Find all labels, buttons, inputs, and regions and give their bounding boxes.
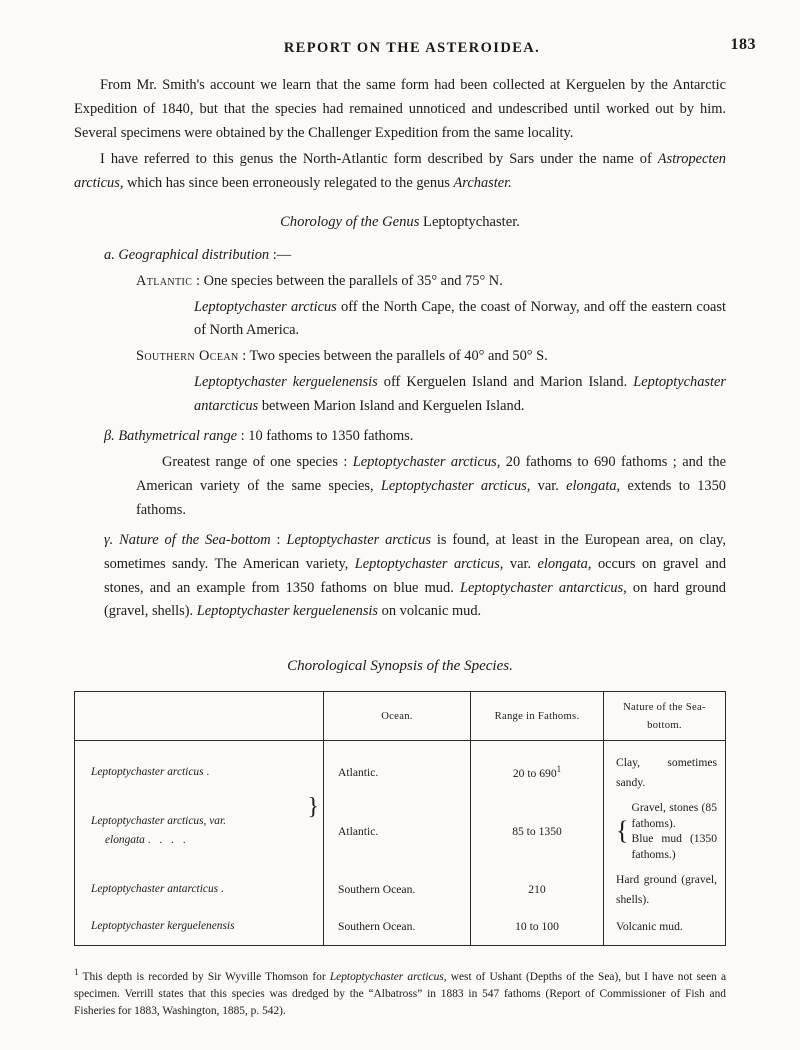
southern-ocean-label: Southern Ocean bbox=[136, 348, 239, 365]
row-species bbox=[75, 913, 324, 946]
row-ocean: Atlantic. bbox=[324, 796, 471, 867]
row-range: 210 bbox=[471, 866, 604, 912]
row-range bbox=[471, 741, 604, 796]
synopsis-table bbox=[74, 691, 726, 946]
species-name-leptoptychaster-arcticus-3: Leptoptychaster arcticus, bbox=[380, 477, 531, 494]
variety-name-elongata-2: elongata, bbox=[537, 555, 592, 572]
beta-text-2: 20 fathoms to 690 fathoms ; and the American variety of the same species, bbox=[136, 454, 726, 494]
species-name-leptoptychaster-arcticus-5: Leptoptychaster arcticus, bbox=[354, 555, 504, 572]
southern-ocean-entry bbox=[74, 345, 726, 369]
table-row bbox=[75, 796, 726, 867]
southern-detail-text-1: off Kerguelen Island and Marion Island. bbox=[377, 374, 634, 391]
running-head: REPORT ON THE ASTEROIDEA. bbox=[283, 40, 541, 56]
table-row bbox=[75, 913, 726, 946]
gamma-text-1: is found, at least in the European area, on clay, sometimes sandy. The American variety, bbox=[104, 531, 726, 572]
atlantic-text: : One species between the parallels of 35° and 75° N. bbox=[192, 272, 503, 289]
chorology-heading-genus: Leptoptychaster. bbox=[419, 213, 520, 230]
row-bottom: Hard ground (gravel, shells). bbox=[604, 866, 726, 912]
row-species-dots: . bbox=[220, 883, 227, 896]
row-bottom-lines bbox=[631, 800, 717, 863]
table-row bbox=[75, 866, 726, 912]
column-header-species bbox=[75, 692, 324, 741]
southern-detail-text-2: between Marion Island and Kerguelen Island. bbox=[258, 398, 525, 415]
species-name-leptoptychaster-arcticus-1: Leptoptychaster arcticus bbox=[194, 298, 337, 315]
paragraph-2-part-2: which has since been erroneously relegated to the genus bbox=[123, 174, 454, 191]
row-species bbox=[75, 793, 324, 867]
table-row bbox=[75, 741, 726, 796]
row-ocean: Atlantic. bbox=[324, 741, 471, 796]
southern-ocean-text: : Two species between the parallels of 40° and 50° S. bbox=[238, 348, 548, 365]
section-alpha-label: a. Geographical distribution bbox=[104, 246, 270, 263]
section-beta-label-tail: : 10 fathoms to 1350 fathoms. bbox=[237, 428, 414, 445]
page-body bbox=[72, 74, 728, 1020]
species-name-leptoptychaster-antarcticus-2: Leptoptychaster antarcticus, bbox=[459, 579, 627, 596]
species-name-leptoptychaster-arcticus-6: Leptoptychaster arcticus, bbox=[329, 970, 447, 983]
southern-ocean-detail bbox=[74, 371, 726, 419]
species-name-leptoptychaster-arcticus-2: Leptoptychaster arcticus, bbox=[352, 454, 501, 470]
row-range-value: 20 to 690 bbox=[512, 766, 557, 780]
section-gamma-label-tail: : bbox=[270, 531, 287, 548]
beta-text-3: var. bbox=[530, 477, 567, 494]
atlantic-label: Atlantic bbox=[136, 272, 193, 289]
row-bottom-line-1: Gravel, stones (85 fathoms). bbox=[631, 800, 717, 830]
brace-right-icon: } bbox=[307, 793, 319, 820]
genus-name-archaster: Archaster. bbox=[453, 174, 512, 191]
paragraph-2 bbox=[74, 148, 726, 196]
chorology-heading-italic: Chorology of the Genus bbox=[280, 213, 420, 230]
row-species-dots: . bbox=[206, 766, 213, 779]
gamma-text-4: on hard ground (gravel, shells). bbox=[104, 579, 726, 620]
column-header-ocean: Ocean. bbox=[324, 692, 471, 741]
synopsis-title: Chorological Synopsis of the Species. bbox=[287, 658, 513, 675]
row-range-value: 85 to 1350 bbox=[512, 824, 562, 838]
row-species-dots: . . . . bbox=[147, 834, 189, 847]
row-range bbox=[471, 796, 604, 867]
row-ocean: Southern Ocean. bbox=[324, 913, 471, 946]
section-beta-label: β. Bathymetrical range bbox=[104, 428, 238, 445]
footnote-text-1: This depth is recorded by Sir Wyville Thomson for bbox=[78, 970, 330, 983]
row-bottom bbox=[604, 796, 726, 867]
species-name-leptoptychaster-antarcticus-1: Leptoptychaster antarcticus bbox=[194, 374, 726, 415]
gamma-text-3: occurs on gravel and stones, and an example from 1350 fathoms on blue mud. bbox=[104, 555, 727, 596]
beta-text-4: extends to 1350 fathoms. bbox=[136, 477, 727, 518]
row-bottom: Clay, sometimes sandy. bbox=[604, 741, 726, 796]
variety-name-elongata-1: elongata, bbox=[566, 477, 621, 494]
species-name-leptoptychaster-kerguelenensis-2: Leptoptychaster kerguelenensis bbox=[196, 603, 379, 620]
column-header-range: Range in Fathoms. bbox=[471, 692, 604, 741]
row-species-name-line2 bbox=[91, 831, 315, 850]
gamma-text-5: on volcanic mud. bbox=[378, 603, 482, 620]
synopsis-header-row bbox=[75, 692, 726, 741]
row-species bbox=[75, 866, 324, 912]
row-species bbox=[75, 741, 324, 796]
section-alpha-heading bbox=[74, 244, 726, 268]
gamma-text-2: var. bbox=[503, 555, 538, 572]
beta-text-1: Greatest range of one species : bbox=[162, 454, 353, 470]
footnote-text-2: west of Ushant (Depths of the Sea), but I have not seen a specimen. Verrill states that this species was dredged by the “Albatross” in 1883 in 547 fathoms (Report of Commissioner of Fish and Fisheries for 1883, Washington, 1885, p. 542). bbox=[74, 970, 726, 1018]
variety-name-elongata-3: elongata bbox=[105, 834, 145, 847]
row-species-name: Leptoptychaster arcticus, var. bbox=[91, 815, 226, 828]
chorology-heading bbox=[74, 210, 726, 234]
synopsis-table-head bbox=[75, 692, 726, 741]
section-alpha-label-tail: :— bbox=[269, 246, 292, 263]
row-species-name: Leptoptychaster arcticus bbox=[91, 766, 204, 779]
page-number: 183 bbox=[730, 36, 756, 53]
row-ocean: Southern Ocean. bbox=[324, 866, 471, 912]
paragraph-2-part-1: I have referred to this genus the North-Atlantic form described by Sars under the name of bbox=[100, 150, 658, 167]
row-bottom: Volcanic mud. bbox=[604, 913, 726, 946]
section-gamma-heading bbox=[74, 529, 726, 625]
species-name-leptoptychaster-arcticus-4: Leptoptychaster arcticus bbox=[286, 531, 431, 548]
column-header-bottom: Nature of the Sea-bottom. bbox=[604, 692, 726, 741]
row-species-name: Leptoptychaster antarcticus bbox=[91, 883, 219, 896]
species-name-astropecten-arcticus: Astropecten arcticus, bbox=[74, 150, 726, 191]
synopsis-table-body bbox=[75, 741, 726, 946]
section-gamma-label: γ. Nature of the Sea-bottom bbox=[104, 531, 271, 548]
atlantic-entry bbox=[74, 270, 726, 294]
brace-left-icon: { bbox=[616, 815, 629, 845]
footnote bbox=[74, 966, 726, 1020]
row-range: 10 to 100 bbox=[471, 913, 604, 946]
atlantic-detail bbox=[74, 296, 726, 344]
row-species-name: Leptoptychaster kerguelenensis bbox=[91, 920, 235, 933]
page-header bbox=[72, 36, 756, 74]
species-name-leptoptychaster-kerguelenensis-1: Leptoptychaster kerguelenensis bbox=[194, 374, 378, 391]
paragraph-1: From Mr. Smith's account we learn that the same form had been collected at Kerguelen by the Antarctic Expedition of 1840, but that the species had remained unnoticed and undescribed until worked out by him. Several specimens were obtained by the Challenger Expedition from the same locality. bbox=[74, 77, 726, 141]
footnote-marker: 1 bbox=[74, 967, 79, 978]
row-bottom-braced bbox=[616, 800, 717, 863]
footnote-reference: 1 bbox=[556, 764, 562, 775]
row-bottom-line-2: Blue mud (1350 fathoms.) bbox=[631, 832, 717, 861]
section-beta-heading bbox=[74, 425, 726, 449]
section-beta-body bbox=[74, 451, 726, 523]
atlantic-detail-text: off the North Cape, the coast of Norway, and off the eastern coast of North America. bbox=[194, 298, 726, 339]
